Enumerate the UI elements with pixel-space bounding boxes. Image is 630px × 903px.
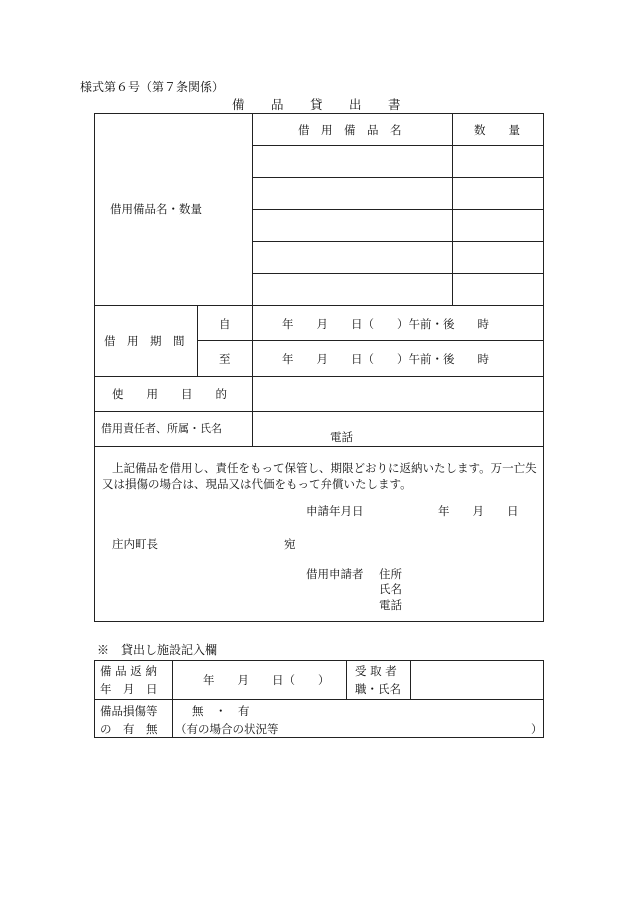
- damage-label-2: の 有 無: [100, 722, 158, 736]
- responsible-phone-label: 電話: [330, 430, 353, 444]
- quantity-field-2[interactable]: [453, 178, 543, 208]
- col-line: [172, 660, 173, 738]
- col-line: [346, 660, 347, 699]
- row-line: [94, 699, 544, 700]
- items-label: 借用備品名・数量: [110, 202, 202, 216]
- facility-note: ※ 貸出し施設記入欄: [97, 643, 218, 657]
- application-date-label: 申請年月日: [306, 504, 364, 518]
- item-name-field-3[interactable]: [253, 210, 451, 240]
- item-name-field-4[interactable]: [253, 242, 451, 272]
- application-date[interactable]: 年 月 日: [438, 504, 519, 518]
- purpose-field[interactable]: [253, 377, 543, 410]
- declaration-text: 上記備品を借用し、責任をもって保管し、期限どおりに返納いたします。万一亡失又は損傷の場合は、現品又は代価をもって弁償いたします。: [102, 461, 537, 491]
- item-name-field-2[interactable]: [253, 178, 451, 208]
- receiver-label: 受 取 者: [355, 664, 397, 678]
- period-label: 借 用 期 間: [104, 334, 185, 348]
- period-from-date[interactable]: 年 月 日（ ）午前・後 時: [282, 317, 489, 331]
- damage-choice[interactable]: 無 ・ 有: [192, 704, 250, 718]
- return-date-label-2: 年 月 日: [100, 682, 158, 696]
- form-number: 様式第６号（第７条関係）: [80, 80, 225, 94]
- period-to-label: 至: [219, 352, 231, 366]
- quantity-field-3[interactable]: [453, 210, 543, 240]
- responsible-field[interactable]: [253, 412, 543, 445]
- item-name-header: 借 用 備 品 名: [298, 123, 402, 137]
- item-name-field-5[interactable]: [253, 274, 451, 304]
- quantity-header: 数 量: [474, 123, 520, 137]
- return-date[interactable]: 年 月 日（ ）: [203, 673, 330, 687]
- receiver-field[interactable]: [411, 661, 543, 698]
- applicant-name-label: 氏名: [379, 582, 402, 596]
- receiver-label-2: 職・氏名: [355, 682, 401, 696]
- row-line: [94, 446, 544, 447]
- damage-detail-close: ）: [531, 722, 543, 736]
- quantity-field-5[interactable]: [453, 274, 543, 304]
- damage-detail-field[interactable]: [260, 716, 528, 736]
- row-line: [197, 340, 544, 341]
- period-from-label: 自: [219, 317, 231, 331]
- period-to-date[interactable]: 年 月 日（ ）午前・後 時: [282, 352, 489, 366]
- quantity-field-4[interactable]: [453, 242, 543, 272]
- addressee-suffix: 宛: [284, 537, 296, 551]
- purpose-label: 使 用 目 的: [112, 387, 227, 401]
- quantity-field-1[interactable]: [453, 146, 543, 176]
- damage-detail-label: （有の場合の状況等: [175, 722, 279, 736]
- applicant-label: 借用申請者: [306, 567, 364, 581]
- responsible-label: 借用責任者、所属・氏名: [101, 422, 222, 435]
- addressee: 庄内町長: [112, 537, 158, 551]
- return-date-label: 備 品 返 納: [100, 664, 157, 678]
- applicant-phone-label: 電話: [379, 598, 402, 612]
- item-name-field-1[interactable]: [253, 146, 451, 176]
- row-line: [94, 305, 544, 306]
- col-line: [197, 305, 198, 376]
- form-title: 備 品 貸 出 書: [232, 97, 402, 112]
- applicant-address-label: 住所: [379, 567, 402, 581]
- damage-label: 備品損傷等: [100, 704, 158, 718]
